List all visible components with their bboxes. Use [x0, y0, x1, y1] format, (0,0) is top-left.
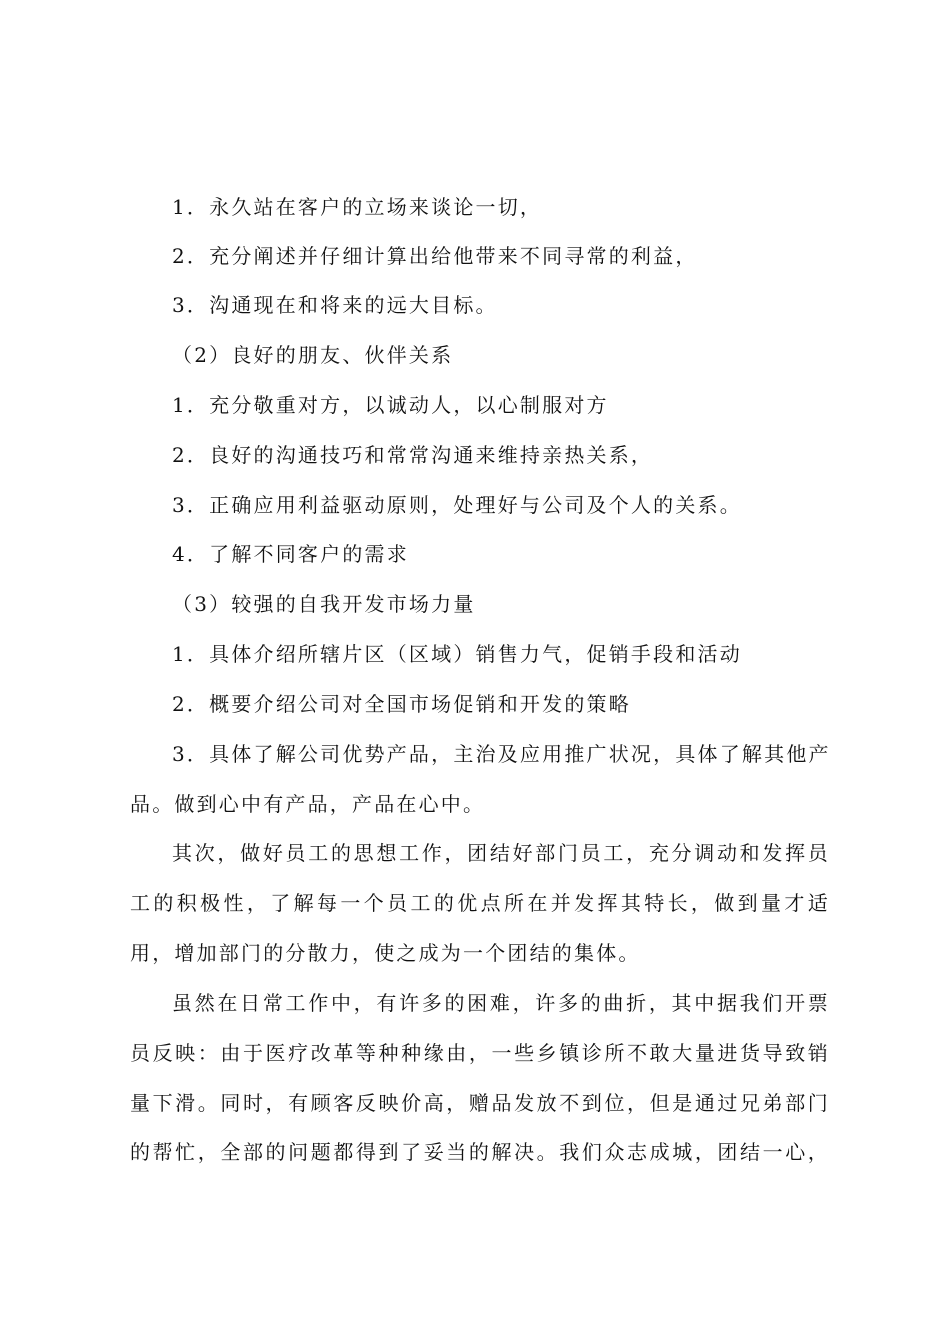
section-heading: （2）良好的朋友、伙伴关系 [172, 343, 454, 367]
text-line: 用，增加部门的分散力，使之成为一个团结的集体。 [130, 941, 641, 965]
text-line: 3．正确应用利益驱动原则，处理好与公司及个人的关系。 [172, 493, 742, 517]
text-line: 3．沟通现在和将来的远大目标。 [172, 293, 498, 317]
text-line: 2．概要介绍公司对全国市场促销和开发的策略 [172, 692, 631, 716]
text-line: 1．充分敬重对方，以诚动人，以心制服对方 [172, 393, 609, 417]
text-line: 量下滑。同时，有顾客反映价高，赠品发放不到位，但是通过兄弟部门 [130, 1091, 830, 1115]
text-line: 1．永久站在客户的立场来谈论一切， [172, 195, 543, 219]
text-line: 2．良好的沟通技巧和常常沟通来维持亲热关系， [172, 443, 654, 467]
text-line: 虽然在日常工作中，有许多的困难，许多的曲折，其中据我们开票 [172, 991, 830, 1015]
section-heading: （3）较强的自我开发市场力量 [172, 592, 476, 616]
text-line: 其次，做好员工的思想工作，团结好部门员工，充分调动和发挥员 [172, 841, 830, 865]
text-line: 员反映：由于医疗改革等种种缘由，一些乡镇诊所不敢大量进货导致销 [130, 1041, 830, 1065]
text-line: 的帮忙，全部的问题都得到了妥当的解决。我们众志成城，团结一心， [130, 1140, 830, 1164]
text-line: 品。做到心中有产品，产品在心中。 [130, 792, 486, 816]
text-line: 1．具体介绍所辖片区（区域）销售力气，促销手段和活动 [172, 642, 742, 666]
text-line: 2．充分阐述并仔细计算出给他带来不同寻常的利益， [172, 244, 698, 268]
text-line: 4．了解不同客户的需求 [172, 542, 409, 566]
text-line: 工的积极性，了解每一个员工的优点所在并发挥其特长，做到量才适 [130, 891, 830, 915]
text-line: 3．具体了解公司优势产品，主治及应用推广状况，具体了解其他产 [172, 742, 831, 766]
